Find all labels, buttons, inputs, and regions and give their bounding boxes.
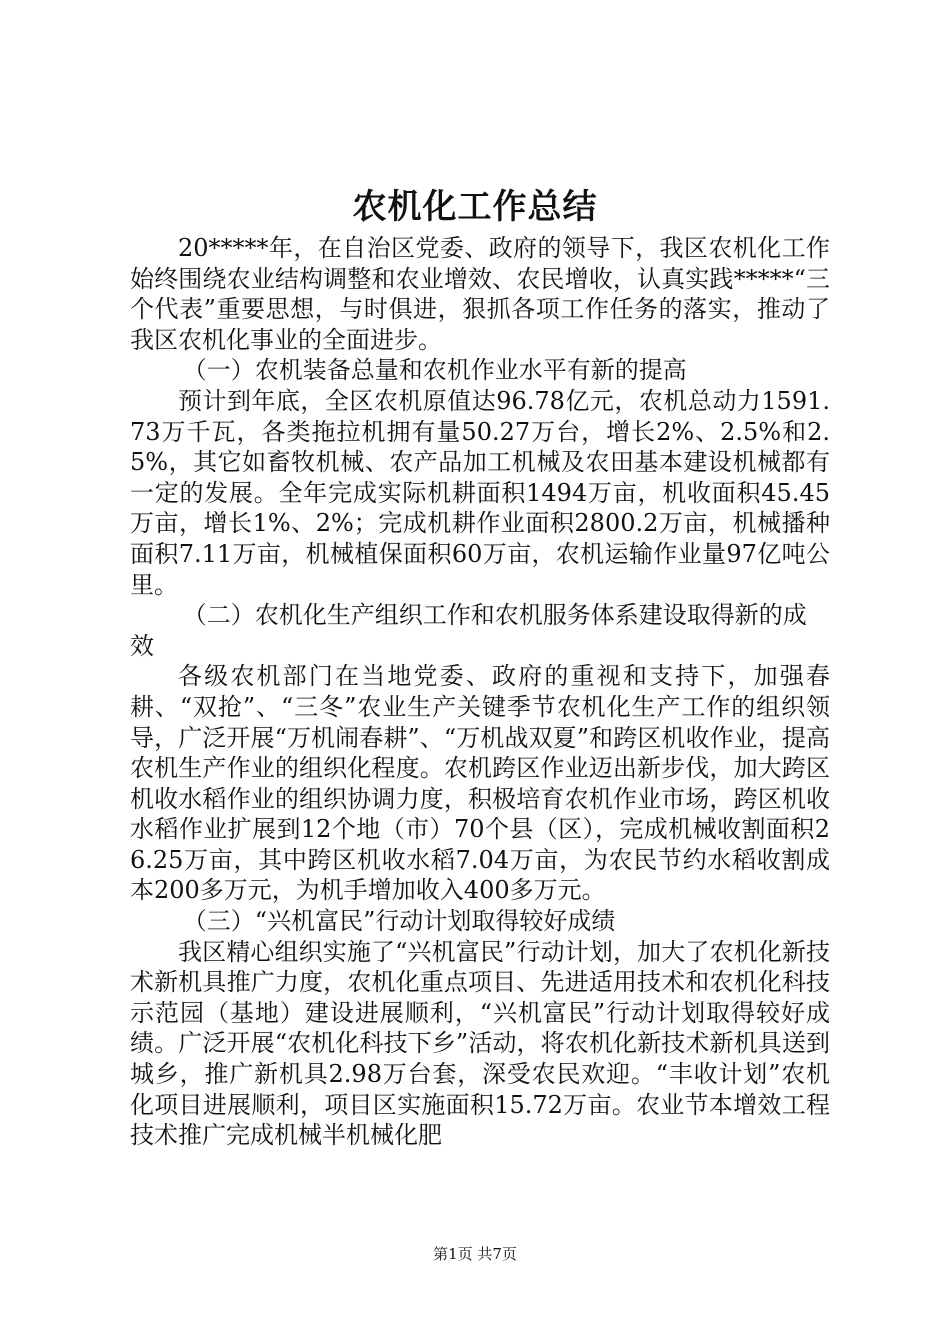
page-number-footer: 第1页 共7页 — [433, 1245, 517, 1263]
section-1-heading: （一）农机装备总量和农机作业水平有新的提高 — [182, 356, 687, 385]
intro-paragraph: 20*****年，在自治区党委、政府的领导下，我区农机化工作始终围绕农业结构调整和农业增效、农民增收，认真实践*****“三个代表”重要思想，与时俱进，狠抓各项工作任务的落实，推动了我区农机化事业的全面进步。 — [130, 234, 830, 354]
document-body — [130, 233, 830, 1151]
section-2-heading: （二）农机化生产组织工作和农机服务体系建设取得新的成效 — [130, 601, 807, 660]
section-3-heading: （三）“兴机富民”行动计划取得较好成绩 — [182, 907, 616, 936]
section-2-paragraph: 各级农机部门在当地党委、政府的重视和支持下，加强春耕、“双抢”、“三冬”农业生产关键季节农机化生产工作的组织领导，广泛开展“万机闹春耕”、“万机战双夏”和跨区机收作业，提高农机生产作业的组织化程度。农机跨区作业迈出新步伐，加大跨区机收水稻作业的组织协调力度，积极培育农机作业市场，跨区机收水稻作业扩展到12个地（市）70个县（区），完成机械收割面积26.25万亩，其中跨区机收水稻7.04万亩，为农民节约水稻收割成本200多万元，为机手增加收入400多万元。 — [130, 662, 830, 905]
section-1-paragraph: 预计到年底，全区农机原值达96.78亿元，农机总动力1591.73万千瓦，各类拖拉机拥有量50.27万台，增长2%、2.5%和2.5%，其它如畜牧机械、农产品加工机械及农田基本建设机械都有一定的发展。全年完成实际机耕面积1494万亩，机收面积45.45万亩，增长1%、2%；完成机耕作业面积2800.2万亩，机械播种面积7.11万亩，机械植保面积60万亩，农机运输作业量97亿吨公里。 — [130, 386, 830, 599]
section-3-paragraph: 我区精心组织实施了“兴机富民”行动计划，加大了农机化新技术新机具推广力度，农机化重点项目、先进适用技术和农机化科技示范园（基地）建设进展顺利，“兴机富民”行动计划取得较好成绩。广泛开展“农机化科技下乡”活动，将农机化新技术新机具送到城乡，推广新机具2.98万台套，深受农民欢迎。“丰收计划”农机化项目进展顺利，项目区实施面积15.72万亩。农业节本增效工程技术推广完成机械半机械化肥 — [130, 937, 830, 1150]
document-title: 农机化工作总结 — [352, 187, 598, 227]
